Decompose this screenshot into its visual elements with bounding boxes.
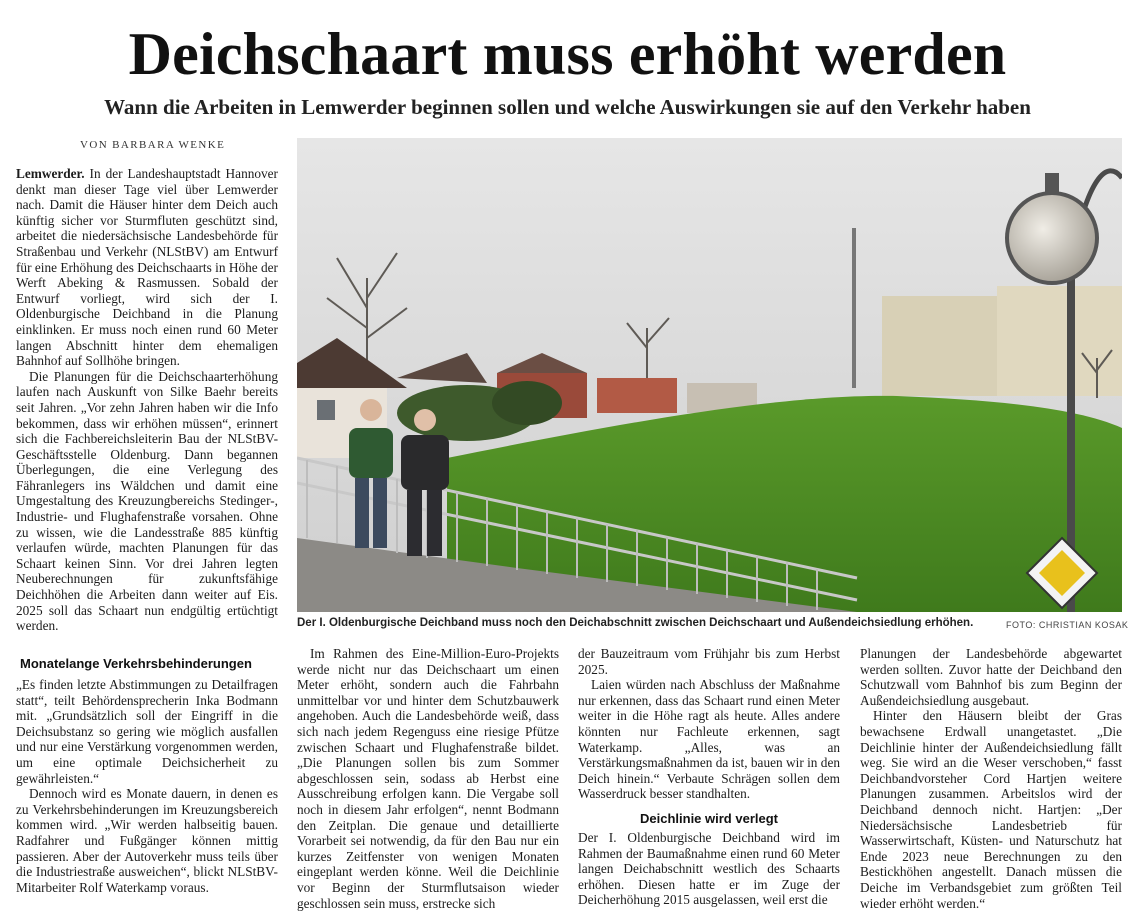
article-column-1	[16, 166, 278, 634]
article-column-3	[578, 646, 840, 802]
dateline: Lemwerder.	[16, 166, 85, 181]
section-subhead: Deichlinie wird verlegt	[640, 811, 778, 826]
photo-caption: Der I. Oldenburgische Deichband muss noch den Deichabschnitt zwischen Deichschaart und Außendeichsiedlung erhöhen.	[297, 617, 974, 629]
paragraph: Hinter den Häusern bleibt der Gras bewachsene Erdwall unangetastet. „Die Deichlinie hinter der Außendeichsiedlung fällt weg. Sie wird an die Weser verschoben,“ fasst Deichbandvorsteher Cord Hartjen weitere Planungen zusammen. Arbeitslos wird der Deichband dennoch nicht. Hartjen: „Der Niedersächsische Landesbetrieb für Wasserwirtschaft, Küsten- und Naturschutz hat Ende 2023 neue Berechnungen zu den Bestickhöhen angestellt. Danach müssen die Deiche im Verbandsgebiet zum größten Teil wieder erhöht werden.“	[860, 708, 1122, 911]
section-subhead: Monatelange Verkehrsbehinderungen	[20, 656, 252, 671]
article-column-2	[297, 646, 559, 911]
paragraph: Die Planungen für die Deichschaarterhöhung laufen nach Auskunft von Silke Baehr bereits seit Jahren. „Vor zehn Jahren haben wir die Info bekommen, dass wir erhöhen müssen“, erinnert sich die Fachbereichsleiterin Bau der NLStBV-Geschäftsstelle Oldenburg. Dann begannen Überlegungen, die eine Verlegung des Fähranlegers ins Wäldchen und damit eine Umgestaltung des Kreuzungbereichs Stedinger-, Industrie- und Flughafenstraße vorsahen. Ohne zu wissen, wie die Landesstraße 885 künftig verlaufen würde, machten Planungen für das Schaart keinen Sinn. Vor drei Jahren legten Neuberechnungen für zukunftsfähige Deichhöhen die Arbeiten dann weiter auf Eis. 2025 soll das Schaart nun endgültig ertüchtigt werden.	[16, 368, 278, 634]
paragraph: Laien würden nach Abschluss der Maßnahme nur erkennen, dass das Schaart rund einen Meter weiter in die Höhe ragt als heute. Alles andere könnten nur Fachleute erkennen, sagt Waterkamp. „Alles, was an Verstärkungsmaßnahmen da ist, bauen wir in den Deich hinein.“ Verbaute Schrägen sollen dem Wasserdruck besser standhalten.	[578, 677, 840, 802]
byline: VON BARBARA WENKE	[80, 139, 226, 151]
article-photo	[297, 138, 1122, 612]
paragraph: Dennoch wird es Monate dauern, in denen es zu Verkehrsbehinderungen im Kreuzungsbereich kommen wird. „Wir werden halbseitig bauen. Radfahrer und Fußgänger können mittig passieren. Aber der Autoverkehr muss teils über die Industriestraße ausweichen“, blickt NLStBV-Mitarbeiter Rolf Waterkamp voraus.	[16, 786, 278, 895]
paragraph: Im Rahmen des Eine-Million-Euro-Projekts werde nicht nur das Deichschaart um einen Meter erhöht, sondern auch die Fahrbahn unmittelbar vor und hinter dem Schutzbauwerk angehoben. Auch die Landesbehörde weiß, dass sich nach jedem Regenguss eine riesige Pfütze zwischen Schaart und Flughafenstraße bildet. „Die Planungen sollen bis zum Sommer abgeschlossen sein, sodass ab Herbst eine Ausschreibung erfolgen kann. Die Vergabe soll noch in diesem Jahr erfolgen“, nennt Bodmann den Zeitplan. Die genaue und detaillierte Vorarbeit sei notwendig, da für den Bau nur ein kurzes Zeitfenster von wenigen Monaten eingeplant werden könne. Weil die Deichlinie vor Beginn der Sturmflutsaison wieder geschlossen sein muss, erstrecke sich	[297, 646, 559, 911]
article-column-1-continued	[16, 677, 278, 895]
article-headline: Deichschaart muss erhöht werden	[128, 21, 1007, 87]
paragraph: In der Landeshauptstadt Hannover denkt man dieser Tage viel über Lemwerder nach. Damit die Häuser hinter dem Deich auch künftig sicher vor Sturmfluten geschützt sind, arbeitet die niedersächsische Landesbehörde für Straßenbau und Verkehr (NLStBV) am Entwurf für eine Erhöhung des Deichschaarts in Höhe der Werft Abeking & Rasmussen. Sobald der Entwurf vorliegt, wird sich der I. Oldenburgische Deichband in die Planung einklinken. Er muss noch einen rund 60 Meter langen Abschnitt hinter dem ehemaligen Bahnhof auf Sollhöhe bringen.	[16, 166, 278, 369]
article-column-3-continued	[578, 830, 840, 908]
paragraph: Planungen der Landesbehörde abgewartet werden sollten. Zuvor hatte der Deichband den Schutzwall vom Bahnhof bis zum Beginn der Außendeichsiedlung ausgebaut.	[860, 646, 1122, 708]
article-subheadline: Wann die Arbeiten in Lemwerder beginnen sollen und welche Auswirkungen sie auf den Verkehr haben	[104, 95, 1031, 119]
paragraph: „Es finden letzte Abstimmungen zu Detailfragen statt“, teilt Behördensprecherin Inka Bodmann mit. „Grundsätzlich soll der Eingriff in die Deichsubstanz so gering wie möglich ausfallen und nur eine Verstärkung vorgenommen werden, um eine optimale Deichsicherheit zu gewährleisten.“	[16, 677, 278, 786]
paragraph: Der I. Oldenburgische Deichband wird im Rahmen der Baumaßnahme einen rund 60 Meter langen Deichabschnitt westlich des Schaarts erhöhen. Diesen hatte er im Zuge der Deicherhöhung 2015 ausgelassen, weil erst die	[578, 830, 840, 908]
article-column-4	[860, 646, 1122, 911]
paragraph: der Bauzeitraum vom Frühjahr bis zum Herbst 2025.	[578, 646, 840, 677]
photo-credit: FOTO: CHRISTIAN KOSAK	[1006, 620, 1129, 630]
